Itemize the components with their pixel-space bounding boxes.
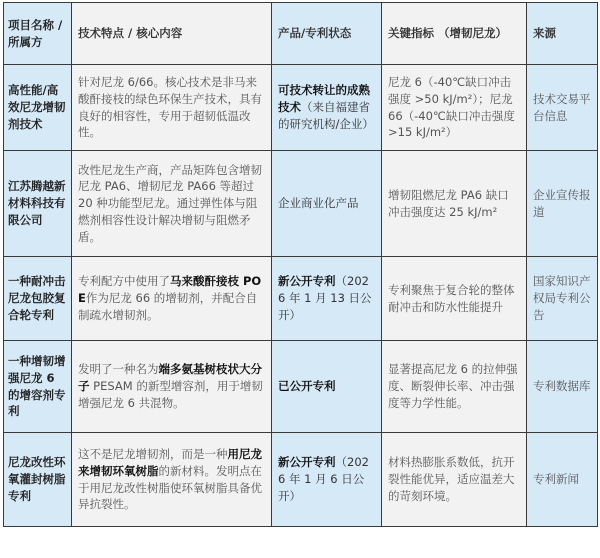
project-name-cell: 一种耐冲击尼龙包胶复合轮专利 — [4, 257, 72, 341]
feature-text: 专利配方中使用了 — [78, 274, 170, 289]
table-row — [4, 151, 598, 257]
status-cell — [272, 341, 382, 433]
status-highlight: 新公开专利 — [278, 455, 336, 470]
project-name-cell: 高性能/高效尼龙增韧剂技术 — [4, 65, 72, 151]
status-cell — [272, 151, 382, 257]
header-row — [4, 3, 598, 65]
metric-cell: 尼龙 6（-40℃缺口冲击强度 >50 kJ/m²）；尼龙 66（-40℃缺口冲击强度 >15 kJ/m²） — [382, 65, 527, 151]
highlight-text: 马来酸酐接枝 POE — [78, 274, 262, 306]
table-row — [4, 65, 598, 151]
source-cell: 专利数据库 — [527, 341, 598, 433]
status-highlight: 可技术转让的成熟技术 — [278, 83, 370, 115]
metric-cell: 增韧阻燃尼龙 PA6 缺口冲击强度达 25 kJ/m² — [382, 151, 527, 257]
feature-text: PESAM 的新型增容剂，用于增韧增强尼龙 6 共混物。 — [78, 379, 263, 410]
status-text: （2026 年 1 月 13 日公开） — [278, 274, 372, 322]
source-cell: 国家知识产权局专利公告 — [527, 257, 598, 341]
metric-cell: 显著提高尼龙 6 的拉伸强度、断裂伸长率、冲击强度等力学性能。 — [382, 341, 527, 433]
highlight-text: 用尼龙来增韧环氧树脂 — [78, 447, 262, 478]
source-cell: 专利新闻 — [527, 433, 598, 527]
feature-text: 这不是尼龙增韧剂，而是一种 — [78, 447, 228, 462]
status-text: （来自福建省的研究机构/企业） — [278, 100, 374, 131]
project-name-cell: 江苏腾越新材料科技有限公司 — [4, 151, 72, 257]
header-metric: 关键指标 （增韧尼龙） — [382, 3, 527, 65]
table-row — [4, 341, 598, 433]
feature-text: 发明了一种名为 — [78, 362, 159, 377]
header-feature: 技术特点 / 核心内容 — [72, 3, 272, 65]
source-cell: 技术交易平台信息 — [527, 65, 598, 151]
feature-text: 的新材料。发明点在于用尼龙改性树脂使环氧树脂具备优异抗裂性。 — [78, 463, 262, 512]
header-name: 项目名称 / 所属方 — [4, 3, 72, 65]
table-row — [4, 433, 598, 527]
project-name-cell: 尼龙改性环氧灌封树脂专利 — [4, 433, 72, 527]
feature-cell — [72, 257, 272, 341]
status-highlight: 已公开专利 — [278, 379, 336, 394]
metric-cell: 材料热膨胀系数低，抗开裂性能优异，适应温差大的苛刻环境。 — [382, 433, 527, 527]
header-status: 产品/专利状态 — [272, 3, 382, 65]
status-highlight: 新公开专利 — [278, 274, 336, 289]
metric-cell: 专利聚焦于复合轮的整体耐冲击和防水性能提升 — [382, 257, 527, 341]
status-cell — [272, 257, 382, 341]
feature-text: 作为尼龙 66 的增韧剂，并配合自制疏水增韧剂。 — [78, 291, 258, 322]
feature-text: 针对尼龙 6/66。核心技术是非马来酸酐接枝的绿色环保生产技术，具有良好的相容性，专用于超韧低温改性。 — [78, 75, 262, 140]
table-row — [4, 257, 598, 341]
feature-cell — [72, 151, 272, 257]
feature-cell — [72, 433, 272, 527]
status-text: 企业商业化产品 — [278, 196, 359, 211]
research-table — [3, 2, 598, 527]
project-name-cell: 一种增韧增强尼龙 6 的增容剂专利 — [4, 341, 72, 433]
header-source: 来源 — [527, 3, 598, 65]
status-cell — [272, 65, 382, 151]
highlight-text: 端多氨基树枝状大分子 — [78, 362, 262, 394]
status-cell — [272, 433, 382, 527]
status-text: （2026 年 1 月 6 日公开） — [278, 455, 369, 503]
feature-text: 改性尼龙生产商，产品矩阵包含增韧尼龙 PA6、增韧尼龙 PA66 等超过 20 种功能型尼龙。通过弹性体与阻燃剂相容性设计解决增韧与阻燃矛盾。 — [78, 162, 262, 244]
table-body — [4, 65, 598, 527]
source-cell: 企业宣传报道 — [527, 151, 598, 257]
feature-cell — [72, 65, 272, 151]
feature-cell — [72, 341, 272, 433]
